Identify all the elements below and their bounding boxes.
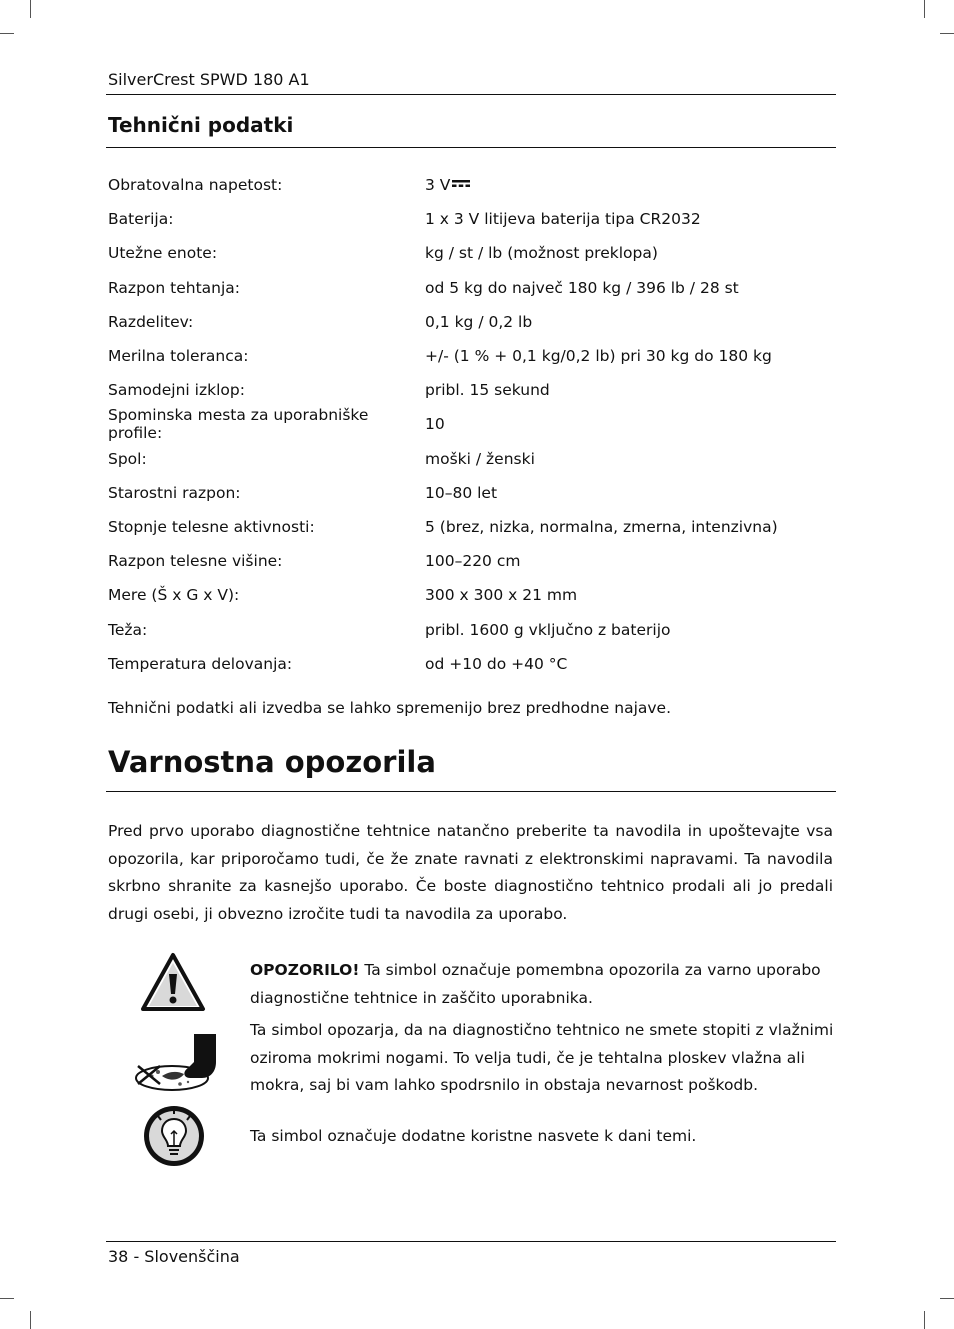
spec-label: Stopnje telesne aktivnosti: — [108, 517, 315, 536]
spec-label: Spominska mesta za uporabniške profile: — [108, 406, 369, 443]
spec-row — [108, 373, 836, 407]
wet-foot-icon — [132, 1032, 220, 1096]
spec-value-text: 3 V — [425, 176, 451, 195]
spec-label: Starostni razpon: — [108, 483, 241, 502]
spec-row — [108, 168, 836, 202]
crop-mark — [924, 1311, 925, 1329]
wet-warning-text: Ta simbol opozarja, da na diagnostično tehtnico ne smete stopiti z vlažnimi oziroma mokrimi nogami. To velja tudi, če je tehtalna ploskev vlažna ali mokra, saj bi vam lahko spodrsnilo in obstaja nevarnost poškodb. — [250, 1021, 834, 1094]
safety-heading-rule — [106, 791, 836, 792]
spec-row — [108, 544, 836, 578]
spec-row — [108, 236, 836, 270]
tech-note: Tehnični podatki ali izvedba se lahko spremenijo brez predhodne najave. — [108, 699, 672, 717]
spec-value: 300 x 300 x 21 mm — [425, 586, 578, 605]
spec-label: Spol: — [108, 449, 147, 468]
warning-paragraph — [250, 957, 840, 1012]
spec-label: Temperatura delovanja: — [108, 654, 293, 673]
warning-label: OPOZORILO! — [250, 961, 360, 979]
spec-value: 100–220 cm — [425, 552, 521, 571]
header-rule — [106, 94, 836, 95]
spec-table — [108, 168, 836, 681]
spec-value: 1 x 3 V litijeva baterija tipa CR2032 — [425, 210, 701, 229]
spec-value: od 5 kg do največ 180 kg / 396 lb / 28 st — [425, 278, 739, 297]
spec-label: Mere (Š x G x V): — [108, 586, 240, 605]
spec-label: Utežne enote: — [108, 244, 218, 263]
warning-triangle-icon — [140, 952, 206, 1012]
spec-row — [108, 305, 836, 339]
spec-label: Razpon telesne višine: — [108, 552, 283, 571]
spec-label: Teža: — [108, 620, 148, 639]
crop-mark — [940, 33, 954, 34]
tech-heading: Tehnični podatki — [108, 113, 294, 137]
spec-value: 10 — [425, 415, 445, 434]
crop-mark — [940, 1298, 954, 1299]
spec-value: kg / st / lb (možnost preklopa) — [425, 244, 658, 263]
spec-row — [108, 578, 836, 612]
spec-value: 10–80 let — [425, 483, 498, 502]
spec-value: moški / ženski — [425, 449, 535, 468]
spec-value: od +10 do +40 °C — [425, 654, 568, 673]
safety-heading: Varnostna opozorila — [108, 745, 436, 779]
tech-heading-rule — [106, 147, 836, 148]
page-footer: 38 - Slovenščina — [108, 1247, 240, 1266]
spec-row — [108, 271, 836, 305]
spec-label: Razdelitev: — [108, 312, 194, 331]
tip-text: Ta simbol označuje dodatne koristne nasvete k dani temi. — [250, 1127, 697, 1145]
running-header: SilverCrest SPWD 180 A1 — [108, 70, 310, 89]
safety-intro: Pred prvo uporabo diagnostične tehtnice natančno preberite ta navodila in upoštevajte vsa opozorila, kar priporočamo tudi, če že znate ravnati z elektronskimi napravami. Ta navodila skrbno shranite za kasnejšo uporabo. Če boste diagnostično tehtnico prodali ali jo predali drugi osebi, ji obvezno izročite tudi ta navodila za uporabo. — [108, 822, 833, 923]
spec-row — [108, 476, 836, 510]
footer-rule — [106, 1241, 836, 1242]
spec-label: Baterija: — [108, 210, 174, 229]
spec-row — [108, 647, 836, 681]
spec-row — [108, 407, 836, 441]
spec-row — [108, 510, 836, 544]
spec-row — [108, 202, 836, 236]
spec-row — [108, 339, 836, 373]
spec-label: Obratovalna napetost: — [108, 176, 283, 195]
lightbulb-icon — [141, 1104, 207, 1168]
spec-value: +/- (1 % + 0,1 kg/0,2 lb) pri 30 kg do 180 kg — [425, 347, 772, 366]
spec-row — [108, 612, 836, 646]
spec-value: pribl. 1600 g vključno z baterijo — [425, 620, 671, 639]
spec-label: Samodejni izklop: — [108, 381, 245, 400]
crop-mark — [30, 0, 31, 18]
spec-value — [425, 176, 836, 194]
spec-label: Merilna toleranca: — [108, 347, 249, 366]
spec-value: 0,1 kg / 0,2 lb — [425, 312, 533, 331]
spec-row — [108, 442, 836, 476]
spec-value: 5 (brez, nizka, normalna, zmerna, intenzivna) — [425, 517, 778, 536]
crop-mark — [924, 0, 925, 18]
spec-label: Razpon tehtanja: — [108, 278, 240, 297]
spec-value: pribl. 15 sekund — [425, 381, 550, 400]
crop-mark — [0, 1298, 14, 1299]
crop-mark — [30, 1311, 31, 1329]
warning-text: Ta simbol označuje pomembna opozorila za varno uporabo diagnostične tehtnice in zaščito uporabnika. — [250, 961, 821, 1007]
crop-mark — [0, 33, 14, 34]
dc-current-icon — [452, 180, 470, 188]
